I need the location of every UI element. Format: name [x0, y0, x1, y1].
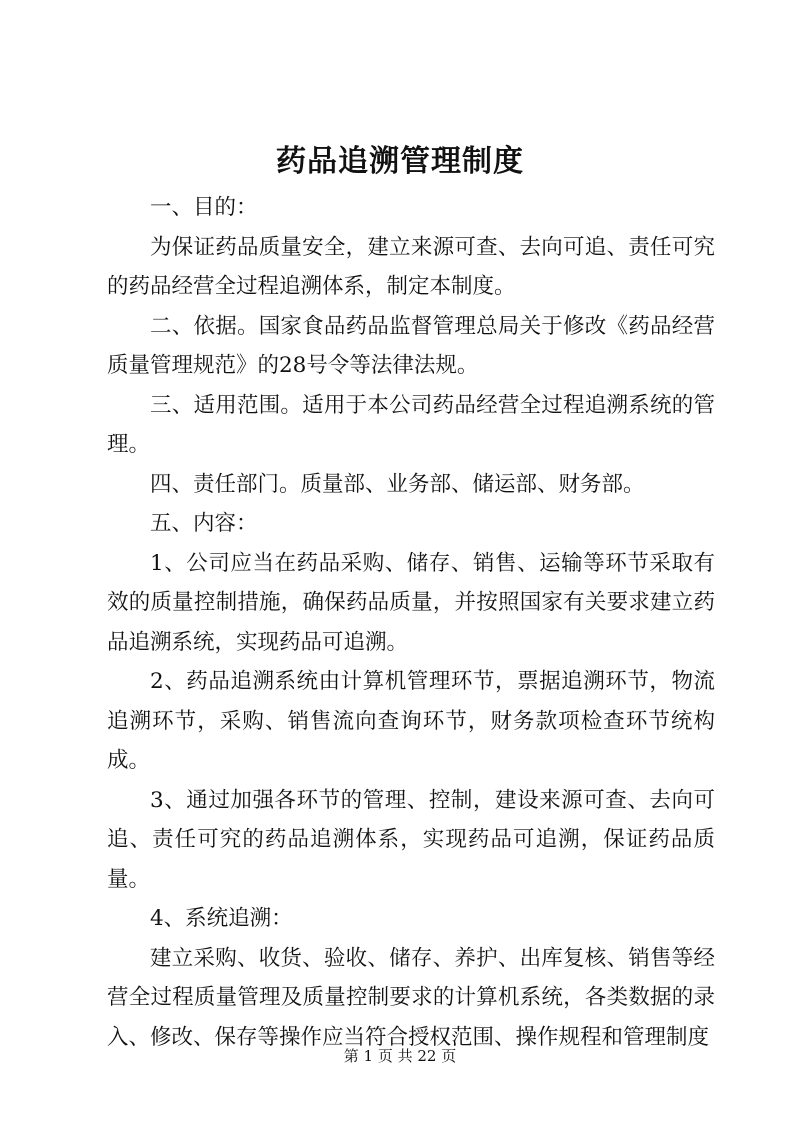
- page-number: 第 1 页 共 22 页: [343, 1047, 457, 1065]
- paragraph-item-4: 4、系统追溯：: [150, 906, 293, 931]
- paragraph-scope: 三、适用范围。适用于本公司药品经营全过程追溯系统的管理。: [107, 392, 715, 457]
- section-heading-content: 五、内容：: [150, 511, 258, 536]
- paragraph-item-3: 3、通过加强各环节的管理、控制，建设来源可查、去向可追、责任可究的药品追溯体系，实现药品可追溯，保证药品质量。: [107, 787, 715, 892]
- paragraph-item-2: 2、药品追溯系统由计算机管理环节，票据追溯环节，物流追溯环节，采购、销售流向查询环节，财务款项检查环节统构成。: [107, 669, 715, 773]
- paragraph-item-1: 1、公司应当在药品采购、储存、销售、运输等环节采取有效的质量控制措施，确保药品质量，并按照国家有关要求建立药品追溯系统，实现药品可追溯。: [107, 550, 715, 655]
- document-body: [107, 188, 715, 1057]
- section-heading-purpose: 一、目的：: [150, 195, 258, 220]
- document-title: 药品追溯管理制度: [276, 144, 524, 179]
- paragraph-purpose: 为保证药品质量安全，建立来源可查、去向可追、责任可究的药品经营全过程追溯体系，制定本制度。: [107, 234, 715, 299]
- paragraph-departments: 四、责任部门。质量部、业务部、储运部、财务部。: [150, 471, 645, 497]
- paragraph-basis: 二、依据。国家食品药品监督管理总局关于修改《药品经营质量管理规范》的28号令等法律法规。: [107, 313, 715, 378]
- paragraph-system-tracing: 建立采购、收货、验收、储存、养护、出库复核、销售等经营全过程质量管理及质量控制要求的计算机系统，各类数据的录入、修改、保存等操作应当符合授权范围、操作规程和管理制度: [107, 945, 715, 1050]
